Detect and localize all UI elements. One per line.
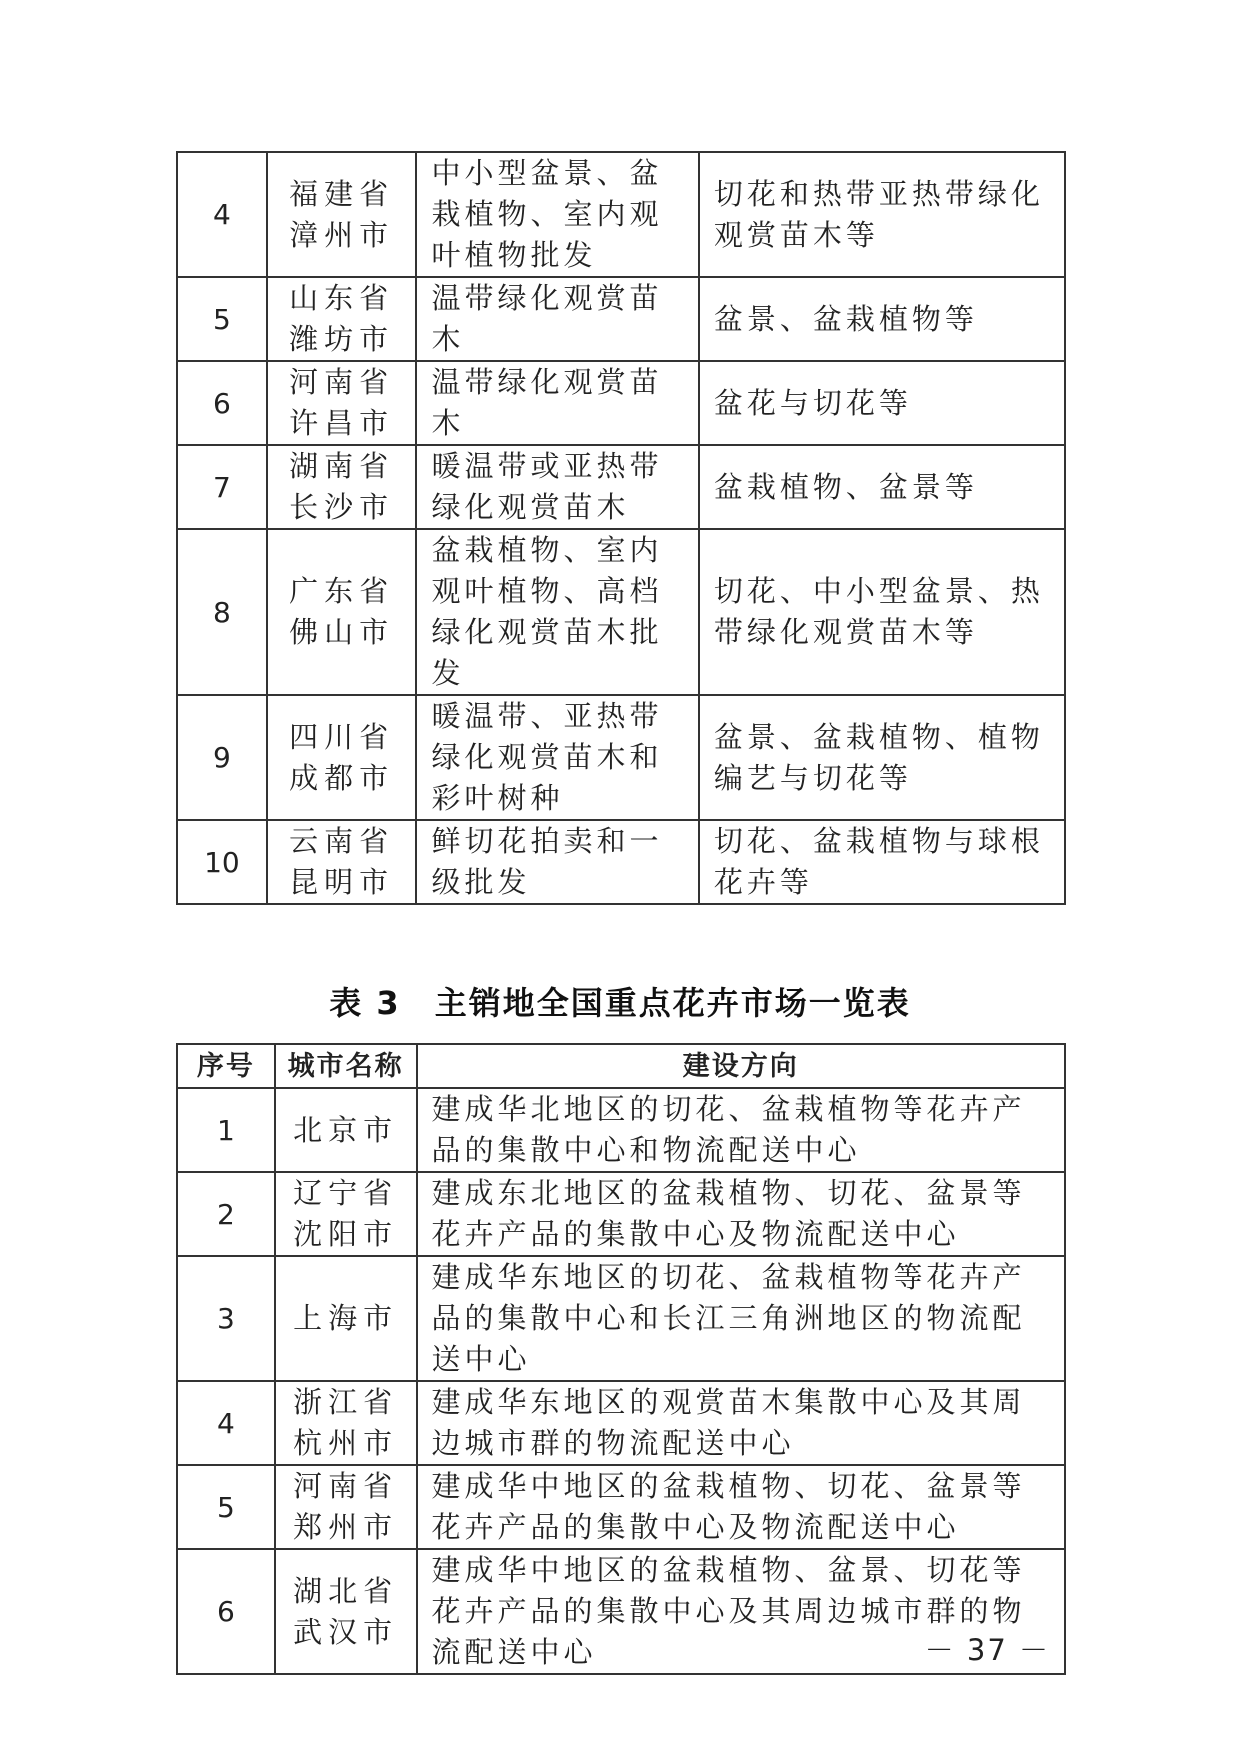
city-name: [267, 820, 417, 904]
city-line: 许昌市: [289, 406, 395, 440]
city-line: 佛山市: [289, 615, 395, 649]
header-no: 序号: [177, 1044, 275, 1088]
row-number: 5: [177, 277, 267, 361]
row-number: 1: [177, 1088, 275, 1172]
main-products: 切花、中小型盆景、热带绿化观赏苗木等: [699, 529, 1065, 695]
row-number: 6: [177, 361, 267, 445]
main-products: 切花和热带亚热带绿化观赏苗木等: [699, 152, 1065, 277]
city-line: 武汉市: [293, 1614, 399, 1649]
table-row: [177, 445, 1065, 529]
table-row: [177, 820, 1065, 904]
table-row: [177, 1172, 1065, 1256]
city-name: [275, 1172, 417, 1256]
city-line: 浙江省: [293, 1385, 399, 1419]
city-line: 昆明市: [289, 865, 395, 899]
header-city: 城市名称: [275, 1044, 417, 1088]
table-main-sales-markets: [176, 1043, 1066, 1675]
market-function: 鲜切花拍卖和一级批发: [416, 820, 698, 904]
market-function: 中小型盆景、盆栽植物、室内观叶植物批发: [416, 152, 698, 277]
city-line: 上海市: [293, 1301, 399, 1335]
city-line: 杭州市: [293, 1426, 399, 1460]
row-number: 4: [177, 152, 267, 277]
table-row: [177, 277, 1065, 361]
table-row: [177, 1465, 1065, 1549]
row-number: 6: [177, 1549, 275, 1674]
market-function: 盆栽植物、室内观叶植物、高档绿化观赏苗木批发: [416, 529, 698, 695]
main-products: 盆花与切花等: [699, 361, 1065, 445]
city-line: 广东省: [289, 574, 395, 608]
table-row: [177, 1381, 1065, 1465]
city-line: 郑州市: [293, 1510, 399, 1544]
row-number: 7: [177, 445, 267, 529]
city-line: 北京市: [293, 1112, 399, 1147]
city-name: [267, 152, 417, 277]
city-line: 福建省: [289, 176, 395, 211]
city-line: 河南省: [289, 365, 395, 399]
table-flower-markets-continued: [176, 151, 1066, 905]
city-line: 湖南省: [289, 449, 395, 483]
city-name: [275, 1381, 417, 1465]
table-3-caption: 表 3 主销地全国重点花卉市场一览表: [329, 984, 911, 1022]
row-number: 5: [177, 1465, 275, 1549]
main-products: 盆景、盆栽植物、植物编艺与切花等: [699, 695, 1065, 820]
city-name: [275, 1465, 417, 1549]
main-products: 盆栽植物、盆景等: [699, 445, 1065, 529]
row-number: 10: [177, 820, 267, 904]
table-row: [177, 361, 1065, 445]
city-line: 长沙市: [289, 490, 395, 524]
city-name: [267, 277, 417, 361]
market-function: 温带绿化观赏苗木: [416, 361, 698, 445]
construction-direction: 建成华中地区的盆栽植物、切花、盆景等花卉产品的集散中心及物流配送中心: [417, 1465, 1065, 1549]
city-name: [275, 1088, 417, 1172]
city-line: 沈阳市: [293, 1217, 399, 1251]
page-number: － 37 －: [924, 1633, 1050, 1667]
row-number: 2: [177, 1172, 275, 1256]
city-name: [267, 695, 417, 820]
city-line: 云南省: [289, 824, 395, 858]
city-name: [267, 361, 417, 445]
market-function: 暖温带、亚热带绿化观赏苗木和彩叶树种: [416, 695, 698, 820]
city-name: [267, 529, 417, 695]
city-line: 潍坊市: [289, 322, 395, 356]
main-products: 切花、盆栽植物与球根花卉等: [699, 820, 1065, 904]
construction-direction: 建成华东地区的观赏苗木集散中心及其周边城市群的物流配送中心: [417, 1381, 1065, 1465]
city-line: 山东省: [289, 281, 395, 315]
construction-direction: 建成东北地区的盆栽植物、切花、盆景等花卉产品的集散中心及物流配送中心: [417, 1172, 1065, 1256]
table-row: [177, 1256, 1065, 1381]
city-name: [275, 1549, 417, 1674]
table-row: [177, 529, 1065, 695]
table-row: [177, 152, 1065, 277]
market-function: 暖温带或亚热带绿化观赏苗木: [416, 445, 698, 529]
city-line: 漳州市: [289, 217, 395, 252]
city-line: 成都市: [289, 760, 395, 795]
row-number: 4: [177, 1381, 275, 1465]
table-row: [177, 695, 1065, 820]
city-name: [275, 1256, 417, 1381]
construction-direction: 建成华中地区的盆栽植物、盆景、切花等花卉产品的集散中心及其周边城市群的物流配送中心: [417, 1549, 1065, 1674]
table-header-row: [177, 1044, 1065, 1088]
row-number: 8: [177, 529, 267, 695]
market-function: 温带绿化观赏苗木: [416, 277, 698, 361]
row-number: 9: [177, 695, 267, 820]
construction-direction: 建成华北地区的切花、盆栽植物等花卉产品的集散中心和物流配送中心: [417, 1088, 1065, 1172]
city-name: [267, 445, 417, 529]
construction-direction: 建成华东地区的切花、盆栽植物等花卉产品的集散中心和长江三角洲地区的物流配送中心: [417, 1256, 1065, 1381]
city-line: 四川省: [289, 719, 395, 754]
city-line: 湖北省: [293, 1573, 399, 1608]
city-line: 河南省: [293, 1469, 399, 1503]
city-line: 辽宁省: [293, 1176, 399, 1210]
header-direction: 建设方向: [417, 1044, 1065, 1088]
row-number: 3: [177, 1256, 275, 1381]
table-row: [177, 1088, 1065, 1172]
main-products: 盆景、盆栽植物等: [699, 277, 1065, 361]
